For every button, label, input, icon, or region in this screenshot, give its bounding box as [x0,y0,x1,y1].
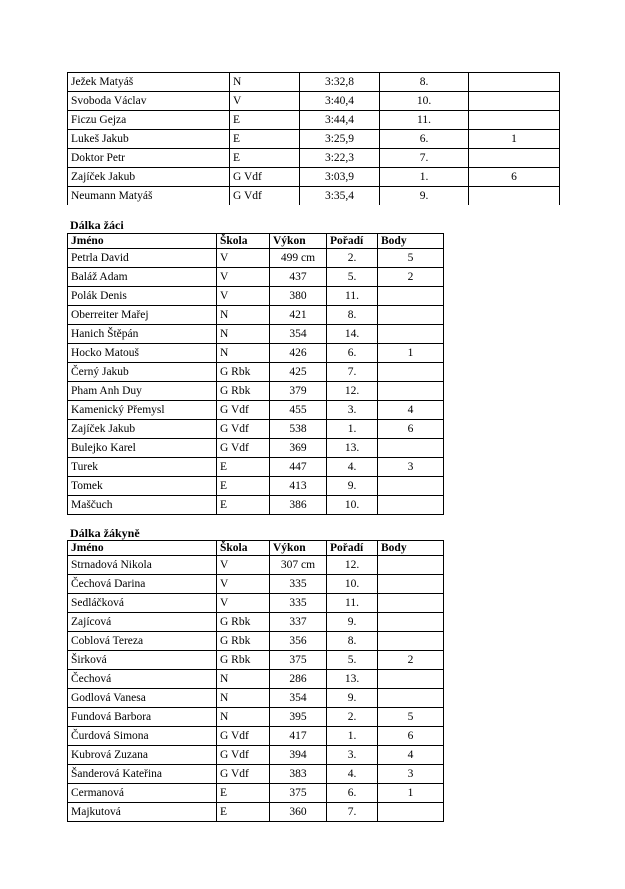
school-cell: G Rbk [217,651,270,670]
result-cell: 307 cm [270,556,327,575]
rank-cell: 13. [327,670,378,689]
name-cell: Doktor Petr [68,149,230,168]
name-cell: Kubrová Zuzana [68,746,217,765]
table-row [68,458,444,477]
name-cell: Kamenický Přemysl [68,401,217,420]
school-cell: N [217,689,270,708]
rank-cell: 6. [327,344,378,363]
result-cell: 354 [270,325,327,344]
result-cell: 395 [270,708,327,727]
points-cell [469,111,560,130]
table-row [68,594,444,613]
table-row [68,670,444,689]
table-row [68,803,444,822]
school-cell: V [217,575,270,594]
points-cell [378,496,444,515]
rank-cell: 4. [327,765,378,784]
result-cell: 286 [270,670,327,689]
school-cell: V [217,556,270,575]
column-header-points: Body [378,541,444,556]
rank-cell: 6. [380,130,469,149]
school-cell: V [217,249,270,268]
result-cell: 394 [270,746,327,765]
school-cell: N [230,73,300,92]
result-cell: 386 [270,496,327,515]
school-cell: E [230,130,300,149]
rank-cell: 12. [327,556,378,575]
name-cell: Zajíček Jakub [68,420,217,439]
rank-cell: 9. [327,689,378,708]
table-row [68,73,560,92]
points-cell [469,92,560,111]
rank-cell: 5. [327,268,378,287]
school-cell: G Vdf [230,187,300,206]
result-cell: 335 [270,575,327,594]
rank-cell: 2. [327,708,378,727]
rank-cell: 11. [380,111,469,130]
name-cell: Ježek Matyáš [68,73,230,92]
points-cell [469,73,560,92]
rank-cell: 5. [327,651,378,670]
result-cell: 375 [270,651,327,670]
points-cell [378,670,444,689]
school-cell: N [217,325,270,344]
points-cell: 6 [378,420,444,439]
name-cell: Čechová Darina [68,575,217,594]
points-cell: 4 [378,746,444,765]
table-row [68,477,444,496]
school-cell: G Vdf [217,401,270,420]
column-header-rank: Pořadí [327,234,378,249]
result-cell: 375 [270,784,327,803]
school-cell: V [217,268,270,287]
points-cell: 1 [378,784,444,803]
table-row [68,439,444,458]
name-cell: Pham Anh Duy [68,382,217,401]
table-row [68,496,444,515]
name-cell: Hocko Matouš [68,344,217,363]
rank-cell: 4. [327,458,378,477]
points-cell: 5 [378,708,444,727]
name-cell: Godlová Vanesa [68,689,217,708]
name-cell: Čechová [68,670,217,689]
result-cell: 413 [270,477,327,496]
name-cell: Tomek [68,477,217,496]
name-cell: Neumann Matyáš [68,187,230,206]
points-cell: 6 [469,168,560,187]
points-cell [378,556,444,575]
table-row [68,746,444,765]
result-cell: 455 [270,401,327,420]
name-cell: Baláž Adam [68,268,217,287]
table-row [68,784,444,803]
table-row [68,651,444,670]
header-row [68,234,444,249]
table-row [68,708,444,727]
points-cell [469,149,560,168]
school-cell: N [217,670,270,689]
points-cell [378,689,444,708]
result-cell: 447 [270,458,327,477]
name-cell: Černý Jakub [68,363,217,382]
table-row [68,130,560,149]
rank-cell: 13. [327,439,378,458]
results-table-top [67,72,560,205]
name-cell: Šanderová Kateřina [68,765,217,784]
name-cell: Ficzu Gejza [68,111,230,130]
rank-cell: 8. [380,73,469,92]
result-cell: 369 [270,439,327,458]
name-cell: Širková [68,651,217,670]
school-cell: E [217,803,270,822]
result-cell: 335 [270,594,327,613]
name-cell: Cermanová [68,784,217,803]
result-cell: 538 [270,420,327,439]
column-header-result: Výkon [270,541,327,556]
points-cell [378,306,444,325]
name-cell: Lukeš Jakub [68,130,230,149]
name-cell: Sedláčková [68,594,217,613]
school-cell: G Vdf [217,420,270,439]
rank-cell: 9. [327,477,378,496]
school-cell: G Rbk [217,382,270,401]
points-cell [378,287,444,306]
column-header-school: Škola [217,234,270,249]
rank-cell: 10. [380,92,469,111]
result-cell: 360 [270,803,327,822]
table-row [68,344,444,363]
name-cell: Maščuch [68,496,217,515]
table-row [68,325,444,344]
column-header-result: Výkon [270,234,327,249]
rank-cell: 1. [327,420,378,439]
points-cell: 3 [378,765,444,784]
points-cell [378,613,444,632]
table-row [68,420,444,439]
school-cell: V [217,287,270,306]
points-cell: 1 [469,130,560,149]
table-row [68,575,444,594]
result-cell: 3:22,3 [300,149,380,168]
column-header-name: Jméno [68,234,217,249]
school-cell: N [217,306,270,325]
points-cell [469,187,560,206]
result-cell: 3:32,8 [300,73,380,92]
result-cell: 3:03,9 [300,168,380,187]
name-cell: Petrla David [68,249,217,268]
column-header-name: Jméno [68,541,217,556]
name-cell: Majkutová [68,803,217,822]
name-cell: Turek [68,458,217,477]
points-cell [378,477,444,496]
result-cell: 3:35,4 [300,187,380,206]
table-row [68,268,444,287]
column-header-school: Škola [217,541,270,556]
result-cell: 383 [270,765,327,784]
points-cell: 4 [378,401,444,420]
rank-cell: 3. [327,746,378,765]
rank-cell: 14. [327,325,378,344]
rank-cell: 1. [380,168,469,187]
school-cell: G Rbk [217,613,270,632]
result-cell: 417 [270,727,327,746]
rank-cell: 8. [327,632,378,651]
points-cell: 3 [378,458,444,477]
table-row [68,632,444,651]
column-header-points: Body [378,234,444,249]
table-row [68,689,444,708]
name-cell: Oberreiter Mařej [68,306,217,325]
school-cell: G Vdf [217,727,270,746]
result-cell: 3:44,4 [300,111,380,130]
points-cell [378,382,444,401]
result-cell: 3:40,4 [300,92,380,111]
rank-cell: 9. [327,613,378,632]
name-cell: Čurdová Simona [68,727,217,746]
school-cell: G Vdf [217,765,270,784]
table-row [68,765,444,784]
rank-cell: 6. [327,784,378,803]
results-table-girls [67,540,444,822]
school-cell: E [217,496,270,515]
result-cell: 426 [270,344,327,363]
name-cell: Svoboda Václav [68,92,230,111]
school-cell: E [217,477,270,496]
rank-cell: 2. [327,249,378,268]
points-cell: 6 [378,727,444,746]
table-row [68,92,560,111]
points-cell [378,363,444,382]
name-cell: Strnadová Nikola [68,556,217,575]
rank-cell: 7. [327,363,378,382]
rank-cell: 7. [380,149,469,168]
result-cell: 425 [270,363,327,382]
school-cell: E [230,149,300,168]
school-cell: E [230,111,300,130]
points-cell [378,325,444,344]
table-row [68,287,444,306]
name-cell: Zajícová [68,613,217,632]
school-cell: E [217,458,270,477]
school-cell: G Rbk [217,363,270,382]
result-cell: 379 [270,382,327,401]
school-cell: E [217,784,270,803]
section-title-girls: Dálka žákyně [70,526,140,540]
table-row [68,306,444,325]
rank-cell: 7. [327,803,378,822]
name-cell: Zajíček Jakub [68,168,230,187]
rank-cell: 10. [327,496,378,515]
result-cell: 3:25,9 [300,130,380,149]
points-cell [378,575,444,594]
result-cell: 421 [270,306,327,325]
rank-cell: 11. [327,287,378,306]
rank-cell: 10. [327,575,378,594]
points-cell [378,803,444,822]
name-cell: Hanich Štěpán [68,325,217,344]
school-cell: N [217,344,270,363]
table-row [68,727,444,746]
result-cell: 356 [270,632,327,651]
table-row [68,149,560,168]
rank-cell: 8. [327,306,378,325]
table-row [68,556,444,575]
points-cell [378,439,444,458]
name-cell: Polák Denis [68,287,217,306]
points-cell: 2 [378,268,444,287]
header-row [68,541,444,556]
points-cell [378,594,444,613]
result-cell: 437 [270,268,327,287]
school-cell: N [217,708,270,727]
points-cell [378,632,444,651]
school-cell: V [230,92,300,111]
section-title-boys: Dálka žáci [70,218,124,232]
results-table-boys [67,233,444,515]
points-cell: 2 [378,651,444,670]
name-cell: Bulejko Karel [68,439,217,458]
school-cell: V [217,594,270,613]
result-cell: 354 [270,689,327,708]
school-cell: G Rbk [217,632,270,651]
table-row [68,168,560,187]
table-row [68,613,444,632]
rank-cell: 12. [327,382,378,401]
table-row [68,187,560,206]
table-row [68,249,444,268]
table-row [68,401,444,420]
table-row [68,363,444,382]
column-header-rank: Pořadí [327,541,378,556]
rank-cell: 3. [327,401,378,420]
points-cell: 5 [378,249,444,268]
points-cell: 1 [378,344,444,363]
rank-cell: 1. [327,727,378,746]
result-cell: 380 [270,287,327,306]
name-cell: Fundová Barbora [68,708,217,727]
result-cell: 337 [270,613,327,632]
result-cell: 499 cm [270,249,327,268]
school-cell: G Vdf [217,746,270,765]
school-cell: G Vdf [217,439,270,458]
school-cell: G Vdf [230,168,300,187]
name-cell: Coblová Tereza [68,632,217,651]
rank-cell: 9. [380,187,469,206]
rank-cell: 11. [327,594,378,613]
table-row [68,111,560,130]
table-row [68,382,444,401]
